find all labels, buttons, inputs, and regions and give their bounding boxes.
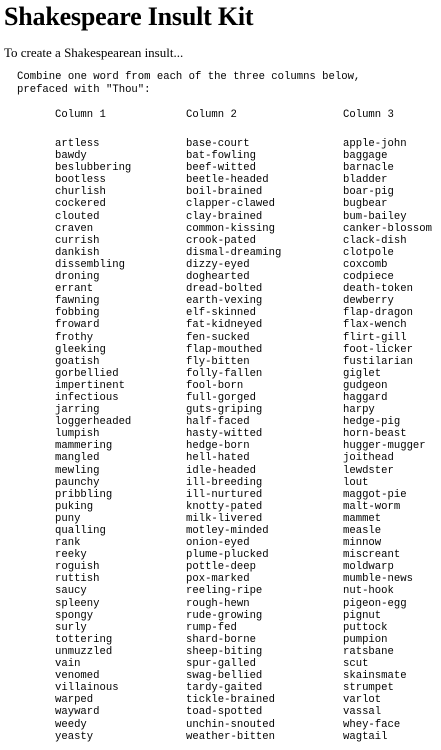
- word-item: varlot: [343, 694, 382, 707]
- word-item: joithead: [343, 452, 394, 465]
- word-item: ill-nurtured: [186, 488, 263, 501]
- word-item: maggot-pie: [343, 488, 407, 501]
- word-item: flax-wench: [343, 319, 407, 332]
- word-item: foot-licker: [343, 343, 413, 356]
- word-item: gorbellied: [55, 367, 119, 380]
- word-item: barnacle: [343, 162, 394, 175]
- word-item: rank: [55, 537, 81, 550]
- word-item: doghearted: [186, 271, 250, 284]
- word-item: goatish: [55, 355, 100, 368]
- word-item: strumpet: [343, 682, 394, 695]
- word-item: mammering: [55, 440, 113, 453]
- word-item: tardy-gaited: [186, 682, 263, 695]
- word-item: clouted: [55, 210, 100, 223]
- word-item: dizzy-eyed: [186, 258, 250, 271]
- word-item: dissembling: [55, 258, 125, 271]
- word-item: pribbling: [55, 488, 113, 501]
- instruction-text: [17, 71, 360, 97]
- word-item: codpiece: [343, 271, 394, 284]
- word-item: giglet: [343, 367, 382, 380]
- word-item: full-gorged: [186, 391, 256, 404]
- word-item: measle: [343, 525, 382, 537]
- word-list: [343, 138, 432, 743]
- word-item: base-court: [186, 138, 250, 150]
- word-item: spongy: [55, 609, 94, 622]
- word-item: gleeking: [55, 343, 106, 356]
- word-item: artless: [55, 138, 100, 150]
- word-item: mammet: [343, 512, 382, 525]
- word-item: fustilarian: [343, 355, 413, 368]
- word-item: fawning: [55, 295, 100, 308]
- word-item: impertinent: [55, 379, 125, 392]
- word-item: currish: [55, 234, 100, 247]
- word-item: milk-livered: [186, 512, 263, 525]
- word-item: motley-minded: [186, 525, 269, 537]
- word-item: harpy: [343, 404, 375, 417]
- word-item: spleeny: [55, 597, 100, 610]
- word-item: lout: [343, 476, 369, 489]
- word-item: rude-growing: [186, 609, 263, 622]
- word-item: knotty-pated: [186, 500, 263, 513]
- word-item: spur-galled: [186, 658, 256, 671]
- word-item: pignut: [343, 609, 382, 622]
- word-item: flap-mouthed: [186, 343, 263, 356]
- word-item: clack-dish: [343, 234, 407, 247]
- word-list: [55, 138, 131, 743]
- word-item: gudgeon: [343, 379, 388, 392]
- word-item: wagtail: [343, 730, 388, 743]
- word-item: hasty-witted: [186, 428, 263, 441]
- word-item: canker-blossom: [343, 222, 433, 235]
- word-item: reeky: [55, 549, 87, 562]
- insult-columns: [0, 109, 441, 750]
- word-item: pottle-deep: [186, 561, 256, 574]
- word-item: flap-dragon: [343, 307, 413, 320]
- page-title: Shakespeare Insult Kit: [4, 2, 254, 31]
- word-item: pox-marked: [186, 573, 250, 586]
- word-item: errant: [55, 283, 94, 296]
- word-item: dismal-dreaming: [186, 246, 282, 259]
- word-item: ill-breeding: [186, 476, 263, 489]
- word-item: unchin-snouted: [186, 718, 276, 731]
- word-item: bat-fowling: [186, 150, 256, 163]
- word-item: fat-kidneyed: [186, 319, 263, 332]
- word-item: swag-bellied: [186, 670, 263, 683]
- word-item: idle-headed: [186, 464, 256, 477]
- word-item: droning: [55, 271, 100, 284]
- word-item: unmuzzled: [55, 645, 113, 658]
- word-item: mangled: [55, 452, 100, 465]
- word-item: fly-bitten: [186, 355, 250, 368]
- word-item: malt-worm: [343, 500, 401, 513]
- word-item: ratsbane: [343, 645, 394, 658]
- word-item: hell-hated: [186, 452, 250, 465]
- word-item: tottering: [55, 633, 113, 646]
- word-item: weedy: [55, 718, 87, 731]
- word-item: clay-brained: [186, 210, 263, 223]
- word-item: dankish: [55, 246, 100, 259]
- column-2: [186, 109, 281, 743]
- word-item: puny: [55, 512, 81, 525]
- word-item: death-token: [343, 283, 413, 296]
- word-item: half-faced: [186, 416, 250, 429]
- word-item: fool-born: [186, 379, 244, 392]
- word-item: minnow: [343, 537, 382, 550]
- word-item: dewberry: [343, 295, 394, 308]
- word-item: tickle-brained: [186, 694, 276, 707]
- word-item: flirt-gill: [343, 331, 407, 344]
- column-1: [55, 109, 131, 743]
- word-item: plume-plucked: [186, 549, 269, 562]
- instruction-line: prefaced with "Thou":: [17, 84, 151, 96]
- word-item: earth-vexing: [186, 295, 263, 308]
- word-item: common-kissing: [186, 222, 276, 235]
- word-item: yeasty: [55, 730, 94, 743]
- word-item: vain: [55, 658, 81, 671]
- word-item: scut: [343, 658, 369, 671]
- word-item: puttock: [343, 621, 388, 634]
- word-item: skainsmate: [343, 670, 407, 683]
- intro-text: To create a Shakespearean insult...: [4, 45, 184, 60]
- word-item: hugger-mugger: [343, 440, 426, 453]
- word-item: pigeon-egg: [343, 597, 407, 610]
- word-item: mewling: [55, 464, 100, 477]
- word-item: hedge-born: [186, 440, 250, 453]
- word-item: fen-sucked: [186, 331, 250, 344]
- word-item: pumpion: [343, 633, 388, 646]
- word-item: sheep-biting: [186, 645, 263, 658]
- word-item: shard-borne: [186, 633, 256, 646]
- word-item: haggard: [343, 391, 388, 404]
- column-header: Column 3: [343, 109, 394, 121]
- word-item: clotpole: [343, 246, 394, 259]
- word-item: warped: [55, 694, 94, 707]
- word-item: nut-hook: [343, 585, 394, 598]
- word-item: weather-bitten: [186, 730, 276, 743]
- word-item: loggerheaded: [55, 416, 132, 429]
- word-item: frothy: [55, 331, 94, 344]
- word-item: roguish: [55, 561, 100, 574]
- word-item: bum-bailey: [343, 210, 407, 223]
- word-item: rump-fed: [186, 621, 237, 634]
- word-item: beslubbering: [55, 162, 132, 175]
- instruction-line: Combine one word from each of the three columns below,: [17, 71, 361, 83]
- word-item: churlish: [55, 186, 106, 199]
- word-item: qualling: [55, 525, 106, 537]
- word-item: clapper-clawed: [186, 198, 276, 211]
- word-item: dread-bolted: [186, 283, 263, 296]
- word-item: elf-skinned: [186, 307, 256, 320]
- word-item: beetle-headed: [186, 174, 269, 187]
- word-item: coxcomb: [343, 258, 388, 271]
- word-item: folly-fallen: [186, 367, 263, 380]
- word-item: crook-pated: [186, 234, 256, 247]
- word-item: wayward: [55, 706, 100, 719]
- word-item: hedge-pig: [343, 416, 401, 429]
- word-item: venomed: [55, 670, 100, 683]
- word-list: [186, 138, 281, 743]
- word-item: lumpish: [55, 428, 100, 441]
- word-item: ruttish: [55, 573, 100, 586]
- word-item: moldwarp: [343, 561, 394, 574]
- word-item: toad-spotted: [186, 706, 263, 719]
- word-item: villainous: [55, 682, 119, 695]
- word-item: puking: [55, 500, 94, 513]
- word-item: rough-hewn: [186, 597, 250, 610]
- word-item: miscreant: [343, 549, 401, 562]
- word-item: boar-pig: [343, 186, 394, 199]
- word-item: reeling-ripe: [186, 585, 263, 598]
- word-item: bawdy: [55, 150, 87, 163]
- column-3: [343, 109, 432, 743]
- word-item: guts-griping: [186, 404, 263, 417]
- column-header: Column 1: [55, 109, 106, 121]
- word-item: baggage: [343, 150, 388, 163]
- word-item: vassal: [343, 706, 382, 719]
- word-item: bootless: [55, 174, 106, 187]
- word-item: horn-beast: [343, 428, 407, 441]
- word-item: apple-john: [343, 138, 407, 150]
- word-item: boil-brained: [186, 186, 263, 199]
- word-item: mumble-news: [343, 573, 413, 586]
- word-item: fobbing: [55, 307, 100, 320]
- word-item: bugbear: [343, 198, 388, 211]
- word-item: saucy: [55, 585, 87, 598]
- word-item: onion-eyed: [186, 537, 250, 550]
- word-item: cockered: [55, 198, 106, 211]
- word-item: paunchy: [55, 476, 100, 489]
- word-item: froward: [55, 319, 100, 332]
- word-item: bladder: [343, 174, 388, 187]
- word-item: beef-witted: [186, 162, 256, 175]
- column-header: Column 2: [186, 109, 237, 121]
- word-item: infectious: [55, 391, 119, 404]
- word-item: jarring: [55, 404, 100, 417]
- word-item: whey-face: [343, 718, 401, 731]
- word-item: craven: [55, 222, 94, 235]
- word-item: surly: [55, 621, 87, 634]
- word-item: lewdster: [343, 464, 394, 477]
